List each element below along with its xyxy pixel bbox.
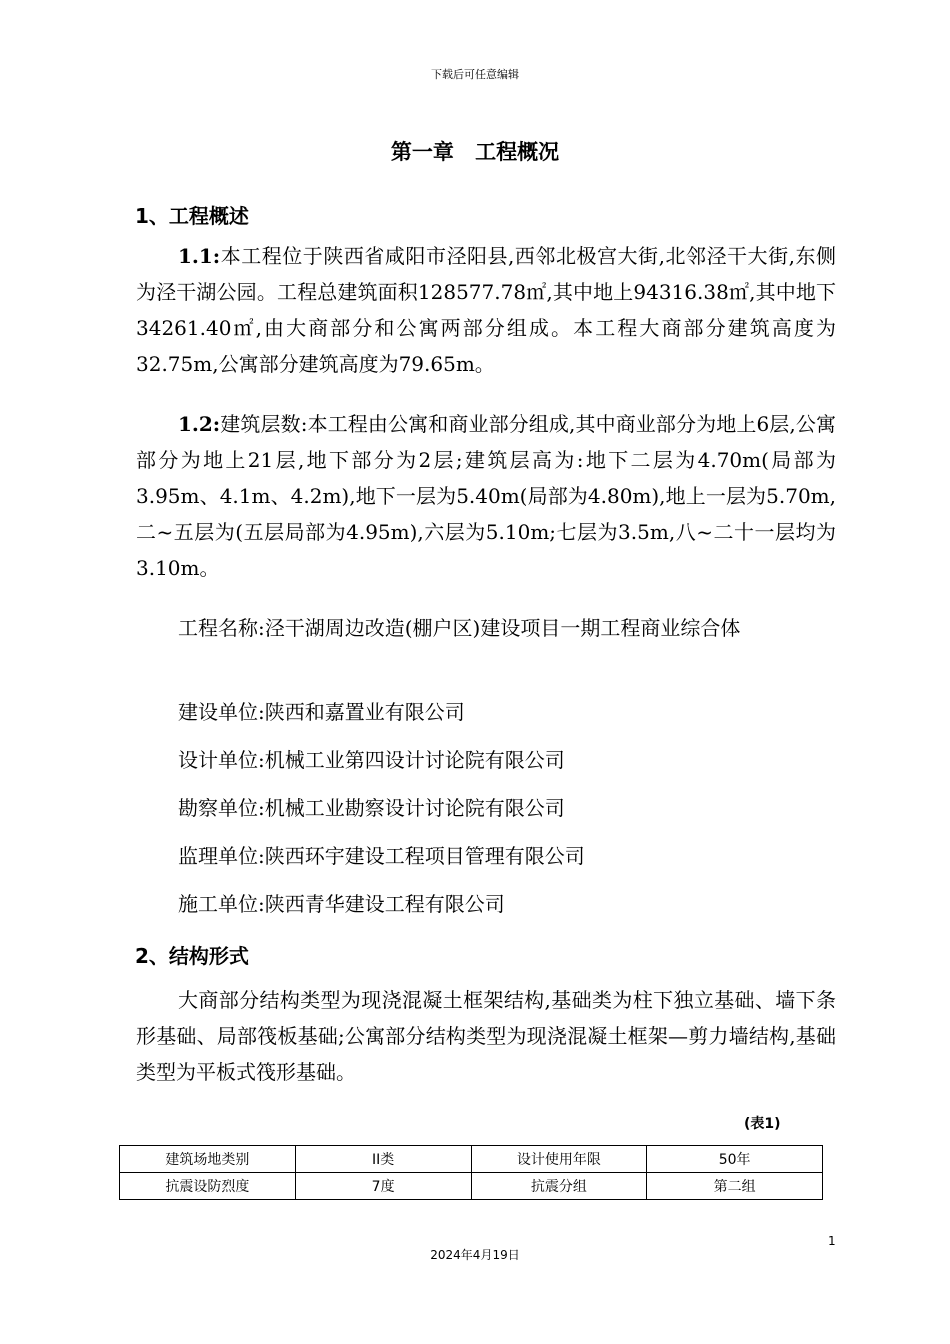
footer-date: 2024年4月19日 [430,1248,520,1262]
supervision-unit: 监理单位:陕西环宇建设工程项目管理有限公司 [178,844,585,868]
table-cell: II类 [295,1146,471,1173]
paragraph-location [136,238,836,382]
design-unit: 设计单位:机械工业第四设计讨论院有限公司 [178,748,565,772]
spec-table [119,1145,823,1200]
table-cell: 建筑场地类别 [120,1146,296,1173]
paragraph-text: 本工程位于陕西省咸阳市泾阳县,西邻北极宫大街,北邻泾干大街,东侧为泾干湖公园。工程总建筑面积128577.78㎡,其中地上94316.38㎡,其中地下34261.40㎡,由大商部分和公寓两部分组成。本工程大商部分建筑高度为32.75m,公寓部分建筑高度为79.65m。 [136,244,836,376]
construction-unit: 施工单位:陕西青华建设工程有限公司 [178,892,505,916]
paragraph-lead: 1.2: [178,412,221,436]
page-number: 1 [828,1234,836,1248]
table-cell: 抗震设防烈度 [120,1173,296,1200]
table-cell: 第二组 [647,1173,823,1200]
header-note: 下载后可任意编辑 [431,68,519,81]
table-row [120,1173,823,1200]
section-title-overview: 1、工程概述 [135,204,249,228]
table-cell: 抗震分组 [471,1173,647,1200]
paragraph-lead: 1.1: [178,244,221,268]
table-cell: 7度 [295,1173,471,1200]
section-title-structure: 2、结构形式 [135,944,249,968]
survey-unit: 勘察单位:机械工业勘察设计讨论院有限公司 [178,796,565,820]
paragraph-text: 建筑层数:本工程由公寓和商业部分组成,其中商业部分为地上6层,公寓部分为地上21层,地下部分为2层;建筑层高为:地下二层为4.70m(局部为3.95m、4.1m、4.2m),地下一层为5.40m(局部为4.80m),地上一层为5.70m,二~五层为(五层局部为4.95m),六层为5.10m;七层为3.5m,八~二十一层均为3.10m。 [136,412,836,580]
project-name: 工程名称:泾干湖周边改造(棚户区)建设项目一期工程商业综合体 [178,616,741,640]
table-label: (表1) [744,1116,781,1132]
table-row [120,1146,823,1173]
paragraph-structure: 大商部分结构类型为现浇混凝土框架结构,基础类为柱下独立基础、墙下条形基础、局部筏板基础;公寓部分结构类型为现浇混凝土框架—剪力墙结构,基础类型为平板式筏形基础。 [136,988,836,1084]
table-cell: 50年 [647,1146,823,1173]
builder-unit: 建设单位:陕西和嘉置业有限公司 [178,700,465,724]
paragraph-floors [136,406,836,586]
chapter-title: 第一章 工程概况 [390,140,560,164]
table-cell: 设计使用年限 [471,1146,647,1173]
